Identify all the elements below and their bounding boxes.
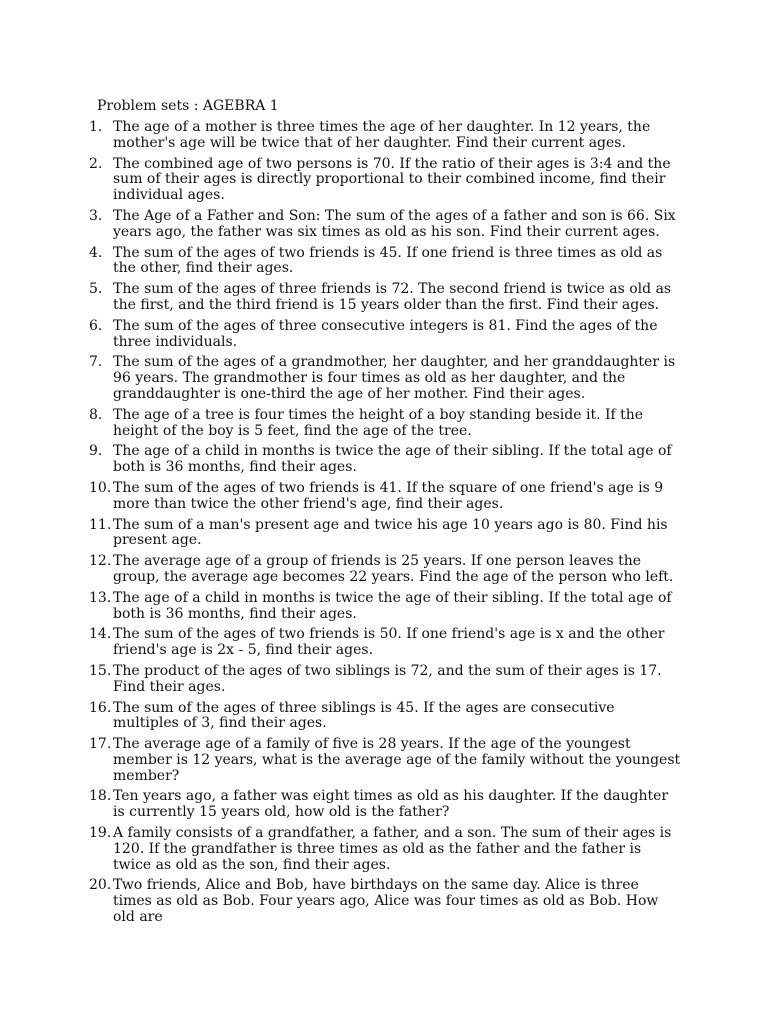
problem-text: The sum of the ages of two friends is 45. If one friend is three times as old as the other, find their ages. [113,244,663,277]
problem-text: The age of a mother is three times the age of her daughter. In 12 years, the mother's age will be twice that of her daughter. Find their current ages. [113,119,651,151]
problem-item [89,789,681,821]
problem-text: A family consists of a grandfather, a father, and a son. The sum of their ages is 120. If the grandfather is three times as old as the father and the father is twice as old as the son, find their ages. [113,825,672,873]
problem-item [89,878,681,925]
problem-text: The Age of a Father and Son: The sum of the ages of a father and son is 66. Six years ago, the father was six times as old as his son. Find their current ages. [113,207,676,240]
problem-number: 19. [89,825,112,842]
problem-number: 3. [89,207,103,224]
problem-item [89,554,681,586]
problem-item [89,157,681,204]
problem-text: The sum of the ages of two friends is 41. If the square of one friend's age is 9 more than twice the other friend's age, find their ages. [113,479,664,512]
problem-number: 7. [89,354,103,371]
problem-text: The age of a child in months is twice the age of their sibling. If the total age of both is 36 months, find their ages. [113,589,672,622]
problem-text: The sum of the ages of a grandmother, her daughter, and her granddaughter is 96 years. The grandmother is four times as old as her daughter, and the granddaughter is one-third the age of her mother. Find their ages. [113,354,676,402]
problem-item [89,591,681,623]
problem-number: 10. [89,479,112,496]
problem-item [89,209,681,241]
problem-number: 18. [89,788,112,805]
problem-number: 2. [89,155,103,172]
problem-item [89,701,681,733]
problem-number: 14. [89,626,112,643]
problem-text: The age of a child in months is twice the age of their sibling. If the total age of both is 36 months, find their ages. [113,443,672,476]
problem-text: The average age of a group of friends is 25 years. If one person leaves the group, the average age becomes 22 years. Find the age of the person who left. [113,553,674,585]
problem-item [89,282,681,314]
problem-text: The average age of a family of five is 28 years. If the age of the youngest member is 12 years, what is the average age of the family without the youngest member? [113,736,681,784]
problem-text: The sum of the ages of three friends is 72. The second friend is twice as old as the first, and the third friend is 15 years older than the first. Find their ages. [113,281,672,313]
problem-text: The combined age of two persons is 70. If the ratio of their ages is 3:4 and the sum of their ages is directly proportional to their combined income, find their individual ages. [113,155,671,204]
problem-item [89,481,681,513]
problem-list [89,120,681,931]
problem-item [89,737,681,784]
problem-item [89,408,681,440]
problem-number: 11. [89,516,112,533]
problem-number: 4. [89,244,103,261]
problem-number: 17. [89,736,112,753]
problem-number: 16. [89,699,112,716]
problem-text: The sum of the ages of three siblings is 45. If the ages are consecutive multiples of 3, find their ages. [113,699,615,732]
problem-item [89,319,681,351]
problem-number: 1. [89,119,103,135]
problem-item [89,664,681,696]
problem-item [89,518,681,550]
problem-number: 8. [89,406,103,423]
problem-item [89,355,681,402]
problem-item [89,627,681,659]
problem-number: 15. [89,662,112,679]
problem-item [89,120,681,152]
problem-text: The sum of a man's present age and twice his age 10 years ago is 80. Find his present age. [113,516,668,549]
problem-number: 5. [89,281,103,298]
problem-item [89,246,681,278]
problem-text: The product of the ages of two siblings is 72, and the sum of their ages is 17. Find their ages. [113,662,662,695]
problem-number: 6. [89,317,103,334]
problem-item [89,826,681,873]
problem-number: 13. [89,589,112,606]
document-title: Problem sets : AGEBRA 1 [97,98,279,114]
problem-text: The sum of the ages of two friends is 50. If one friend's age is x and the other friend's age is 2x - 5, find their ages. [113,626,665,659]
problem-text: The age of a tree is four times the height of a boy standing beside it. If the height of the boy is 5 feet, find the age of the tree. [113,406,644,439]
problem-text: Two friends, Alice and Bob, have birthdays on the same day. Alice is three times as old as Bob. Four years ago, Alice was four times as old as Bob. How old are [113,877,659,926]
problem-number: 20. [89,877,112,894]
problem-item [89,444,681,476]
problem-text: The sum of the ages of three consecutive integers is 81. Find the ages of the three individuals. [113,317,658,350]
problem-text: Ten years ago, a father was eight times as old as his daughter. If the daughter is currently 15 years old, how old is the father? [113,788,669,821]
problem-number: 9. [89,443,103,460]
problem-number: 12. [89,553,112,570]
